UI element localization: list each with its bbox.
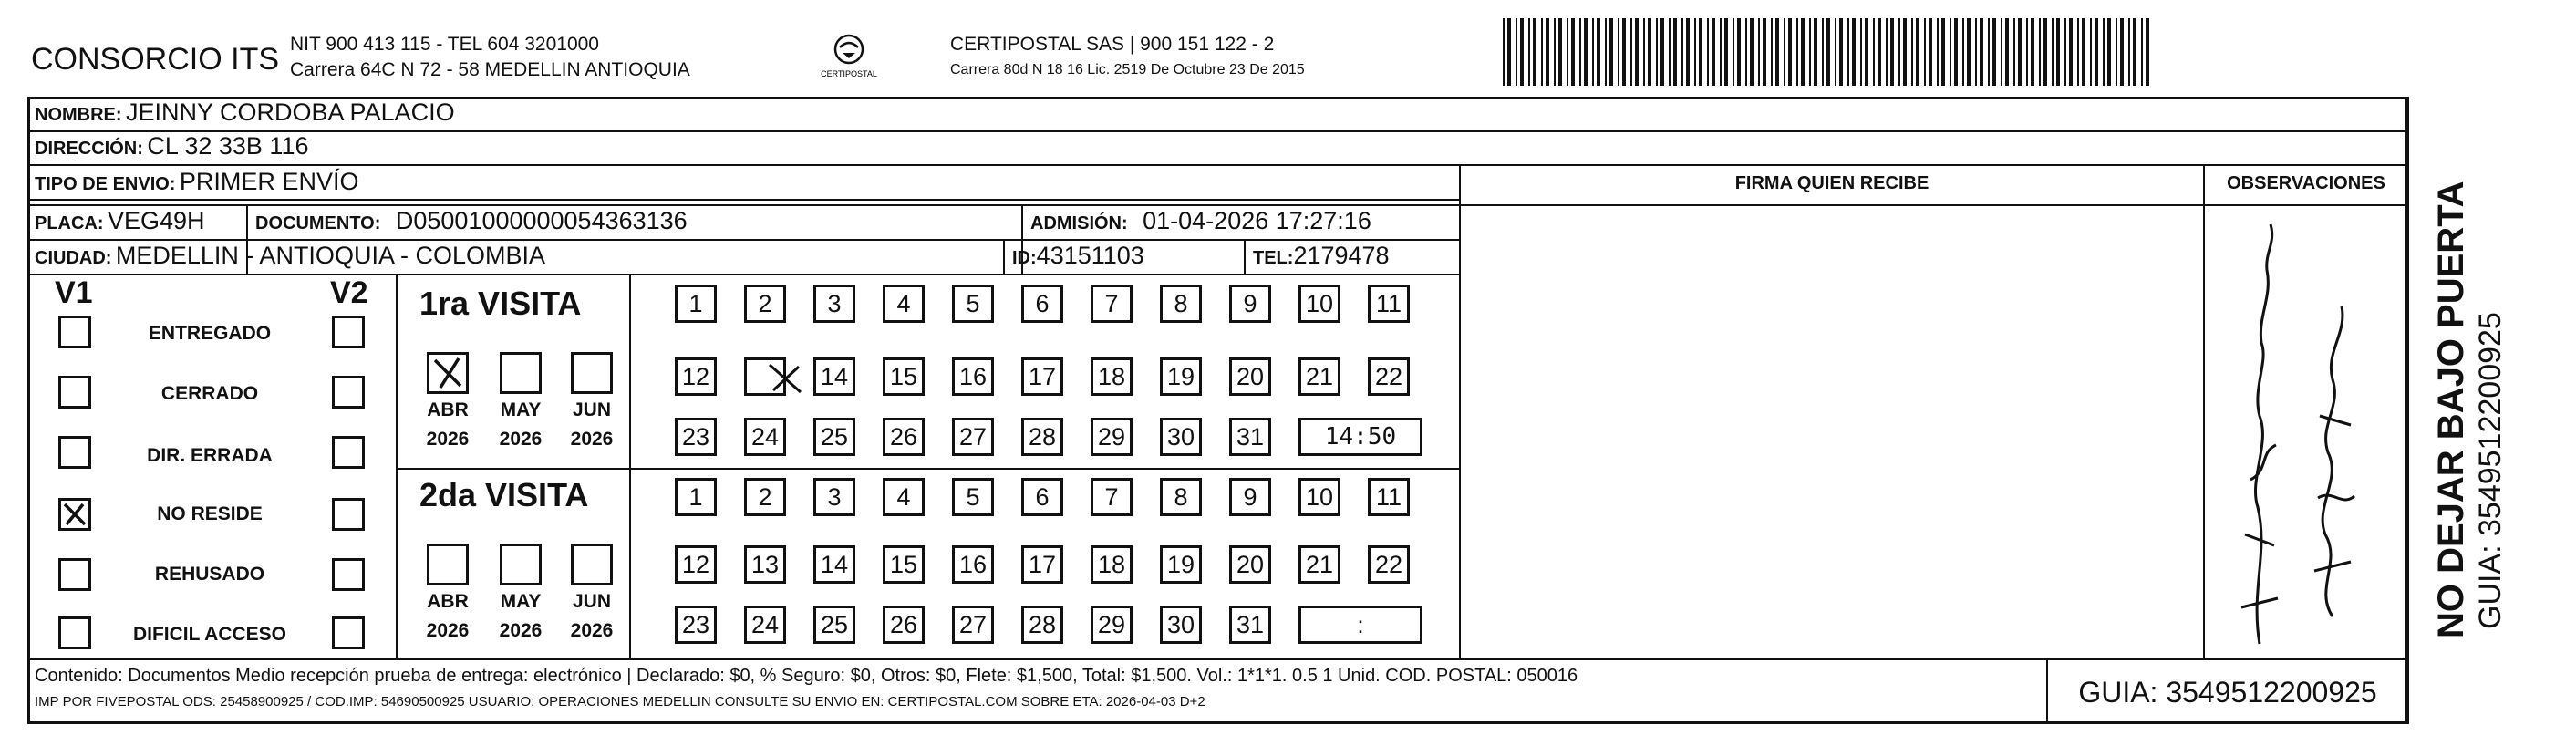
month-label: JUN <box>572 591 611 612</box>
day-box[interactable]: 1 <box>675 285 717 323</box>
day-box[interactable]: 30 <box>1160 606 1202 644</box>
day-box[interactable]: 10 <box>1298 285 1340 323</box>
month-checkbox[interactable] <box>500 352 542 394</box>
barcode-bar <box>1890 18 1894 86</box>
day-box[interactable]: 9 <box>1229 478 1271 516</box>
barcode-bar <box>1681 18 1683 86</box>
barcode-bar <box>2141 18 2143 86</box>
v1-checkbox[interactable] <box>58 436 91 469</box>
day-box[interactable]: 11 <box>1368 478 1410 516</box>
v1-checkbox[interactable] <box>58 616 91 649</box>
tipo-envio-value: PRIMER ENVÍO <box>179 168 359 195</box>
day-box[interactable]: 20 <box>1229 357 1271 396</box>
tipo-envio-label: TIPO DE ENVIO: <box>35 174 176 194</box>
status-option-label: NO RESIDE <box>157 503 263 524</box>
day-box[interactable]: 7 <box>1091 478 1133 516</box>
barcode-bar <box>1584 18 1588 86</box>
month-label: JUN <box>572 399 611 420</box>
day-box[interactable]: 25 <box>813 418 855 456</box>
barcode-bar <box>1911 18 1913 86</box>
row-divider <box>27 164 2407 166</box>
barcode-bar <box>1865 18 1868 86</box>
barcode-bar <box>2090 18 2092 86</box>
barcode-bar <box>1618 18 1619 86</box>
day-box[interactable]: 26 <box>883 418 925 456</box>
month-label: ABR <box>427 591 469 612</box>
carrier-address-line: Carrera 80d N 18 16 Lic. 2519 De Octubre 23 De 2015 <box>950 62 1305 78</box>
status-option-label: REHUSADO <box>154 564 265 585</box>
month-checkbox[interactable] <box>427 352 469 394</box>
direccion-label: DIRECCIÓN: <box>35 139 143 159</box>
day-box[interactable]: 25 <box>813 606 855 644</box>
day-box[interactable]: 21 <box>1298 545 1340 584</box>
ciudad-row <box>35 242 545 270</box>
barcode-bar <box>1775 18 1779 86</box>
year-label: 2026 <box>426 429 470 450</box>
day-box[interactable]: 17 <box>1021 545 1063 584</box>
barcode-bar <box>1839 18 1843 86</box>
footer-guia-box: GUIA: 3549512200925 <box>2078 675 2377 709</box>
barcode-bar <box>2056 18 2060 86</box>
day-box[interactable]: 27 <box>952 418 994 456</box>
day-box[interactable]: 8 <box>1160 285 1202 323</box>
year-label: 2026 <box>499 429 543 450</box>
company-address-line: Carrera 64C N 72 - 58 MEDELLIN ANTIOQUIA <box>290 59 690 80</box>
day-box[interactable]: 5 <box>952 478 994 516</box>
barcode-bar <box>1886 18 1888 86</box>
col-divider <box>396 274 398 658</box>
nombre-row <box>35 98 455 127</box>
side-guia: GUIA: 3549512200925 <box>2473 312 2508 629</box>
carrier-name-line: CERTIPOSTAL SAS | 900 151 122 - 2 <box>950 34 1275 55</box>
status-option-label: ENTREGADO <box>148 323 272 344</box>
company-name: CONSORCIO ITS <box>31 42 280 77</box>
day-box[interactable]: 21 <box>1298 357 1340 396</box>
barcode-bar <box>1826 18 1830 86</box>
month-label: MAY <box>500 591 542 612</box>
barcode-bar <box>1980 18 1983 86</box>
barcode-bar <box>1860 18 1862 86</box>
observaciones-header: OBSERVACIONES <box>2227 173 2385 193</box>
status-option-label: DIFICIL ACCESO <box>132 624 286 645</box>
barcode-bar <box>1814 18 1817 86</box>
barcode-bar <box>1801 18 1805 86</box>
month-checkbox[interactable] <box>427 544 469 585</box>
day-13-handwritten-mark <box>764 359 806 398</box>
direccion-row <box>35 132 308 161</box>
barcode-bar <box>1507 18 1511 86</box>
day-box[interactable]: 13 <box>744 545 786 584</box>
barcode-bar <box>1916 18 1919 86</box>
id-label: ID: <box>1012 248 1037 268</box>
day-box[interactable]: 8 <box>1160 478 1202 516</box>
barcode-bar <box>1528 18 1530 86</box>
placa-row <box>35 207 205 235</box>
barcode-bar <box>1605 18 1607 86</box>
day-box[interactable]: 29 <box>1091 418 1133 456</box>
barcode-bar <box>1745 18 1747 86</box>
v1-checkbox[interactable] <box>58 558 91 591</box>
day-box[interactable]: 28 <box>1021 606 1063 644</box>
month-checkbox[interactable] <box>500 544 542 585</box>
day-box[interactable]: 20 <box>1229 545 1271 584</box>
day-box[interactable]: 7 <box>1091 285 1133 323</box>
month-label: MAY <box>500 399 542 420</box>
barcode-bar <box>1954 18 1958 86</box>
day-box[interactable]: 10 <box>1298 478 1340 516</box>
admision-label: ADMISIÓN: <box>1030 213 1128 233</box>
first-visit-title: 1ra VISITA <box>419 285 582 322</box>
barcode-bar <box>1771 18 1773 86</box>
barcode-bar <box>1635 18 1639 86</box>
day-box[interactable]: 14 <box>813 357 855 396</box>
barcode-bar <box>2052 18 2054 86</box>
admision-row <box>1030 207 1371 235</box>
barcode-bar <box>2069 18 2073 86</box>
barcode-bar <box>1516 18 1517 86</box>
v1-checkbox[interactable] <box>58 316 91 348</box>
barcode-bar <box>1950 18 1951 86</box>
day-box[interactable]: 2 <box>744 285 786 323</box>
row-divider <box>27 274 1459 275</box>
v2-checkbox[interactable] <box>332 616 365 649</box>
month-checkbox[interactable] <box>571 352 613 394</box>
barcode-bar <box>2039 18 2041 86</box>
barcode-bar <box>1975 18 1977 86</box>
barcode-bar <box>1898 18 1900 86</box>
day-box[interactable]: 23 <box>675 606 717 644</box>
barcode-bar <box>2077 18 2079 86</box>
barcode-bar <box>1567 18 1568 86</box>
barcode-bar <box>1937 18 1939 86</box>
barcode-bar <box>1852 18 1856 86</box>
year-label: 2026 <box>499 620 543 641</box>
barcode-bar <box>1758 18 1760 86</box>
v1-checkbox[interactable] <box>58 498 91 531</box>
tel-row <box>1253 242 1390 270</box>
barcode-bar <box>1707 18 1709 86</box>
day-box[interactable]: 16 <box>952 545 994 584</box>
day-box[interactable]: 12 <box>675 357 717 396</box>
barcode-bar <box>1622 18 1626 86</box>
col-divider <box>1244 239 1246 274</box>
day-box[interactable]: 26 <box>883 606 925 644</box>
barcode-bar <box>1822 18 1824 86</box>
barcode-bar <box>1809 18 1811 86</box>
placa-label: PLACA: <box>35 213 104 233</box>
barcode-bar <box>1903 18 1907 86</box>
barcode-bar <box>1992 18 1996 86</box>
day-box[interactable]: 12 <box>675 545 717 584</box>
firma-header: FIRMA QUIEN RECIBE <box>1734 173 1929 193</box>
day-box[interactable]: 5 <box>952 285 994 323</box>
checkmark-x-icon <box>61 501 88 528</box>
barcode-bar <box>2116 18 2117 86</box>
day-box[interactable]: 16 <box>952 357 994 396</box>
documento-value: D05001000000054363136 <box>395 207 688 234</box>
documento-label: DOCUMENTO: <box>255 213 381 233</box>
barcode-bar <box>1686 18 1690 86</box>
day-box[interactable]: 22 <box>1368 357 1410 396</box>
v1-header: V1 <box>55 275 93 310</box>
day-box[interactable]: 1 <box>675 478 717 516</box>
second-visit-title: 2da VISITA <box>419 476 589 513</box>
day-box[interactable]: 6 <box>1021 285 1063 323</box>
col-divider <box>1459 164 1461 658</box>
day-box[interactable]: 19 <box>1160 545 1202 584</box>
barcode-bar <box>1712 18 1715 86</box>
day-box[interactable]: 4 <box>883 285 925 323</box>
col-divider <box>2407 97 2409 724</box>
barcode-bar <box>1962 18 1964 86</box>
day-box[interactable]: 3 <box>813 285 855 323</box>
ciudad-value: MEDELLIN - ANTIOQUIA - COLOMBIA <box>115 242 545 269</box>
barcode-bar <box>1558 18 1562 86</box>
certipostal-logo <box>821 31 877 82</box>
observations-handwriting <box>2205 206 2407 657</box>
day-box[interactable]: 30 <box>1160 418 1202 456</box>
barcode-bar <box>2082 18 2085 86</box>
barcode-bar <box>1847 18 1849 86</box>
barcode-bar <box>1660 18 1664 86</box>
status-option-label: CERRADO <box>160 383 259 404</box>
day-box[interactable]: 9 <box>1229 285 1271 323</box>
barcode-bar <box>1579 18 1581 86</box>
barcode-bar <box>1941 18 1945 86</box>
barcode-bar <box>1630 18 1632 86</box>
barcode-bar <box>1592 18 1594 86</box>
day-box[interactable]: 17 <box>1021 357 1063 396</box>
barcode-bar <box>1788 18 1792 86</box>
barcode-bar <box>2120 18 2124 86</box>
day-box[interactable]: 31 <box>1229 418 1271 456</box>
day-box[interactable]: 3 <box>813 478 855 516</box>
day-box[interactable]: 29 <box>1091 606 1133 644</box>
v2-checkbox[interactable] <box>332 558 365 591</box>
barcode-bar <box>1737 18 1741 86</box>
day-box[interactable]: 18 <box>1091 357 1133 396</box>
barcode-bar <box>1763 18 1766 86</box>
barcode-bar <box>1720 18 1722 86</box>
day-box[interactable]: 27 <box>952 606 994 644</box>
checkmark-x-icon <box>429 355 466 391</box>
year-label: 2026 <box>570 429 614 450</box>
month-checkbox[interactable] <box>571 544 613 585</box>
row-divider <box>27 199 1459 201</box>
tel-label: TEL: <box>1253 248 1294 268</box>
barcode-bar <box>1929 18 1932 86</box>
day-box[interactable]: 15 <box>883 545 925 584</box>
row-divider <box>27 130 2407 132</box>
month-label: ABR <box>427 399 469 420</box>
side-notice: NO DEJAR BAJO PUERTA <box>2431 181 2471 638</box>
tel-value: 2179478 <box>1293 242 1390 269</box>
id-value: 43151103 <box>1036 242 1144 269</box>
admision-value: 01-04-2026 17:27:16 <box>1143 207 1371 234</box>
barcode-bar <box>1878 18 1881 86</box>
barcode-bar <box>1571 18 1575 86</box>
barcode-bar <box>2146 18 2149 86</box>
barcode-bar <box>1609 18 1613 86</box>
barcode-bar <box>2107 18 2111 86</box>
footer-contents: Contenido: Documentos Medio recepción prueba de entrega: electrónico | Declarado: $0, % Seguro: $0, Otros: $0, Flete: $1,500, Total: $1,500. Vol.: 1*1*1. 0.5 1 Unid. COD. POSTAL: 050016 <box>35 666 1578 686</box>
day-box[interactable]: 28 <box>1021 418 1063 456</box>
tipo-envio-row <box>35 168 358 196</box>
barcode-bar <box>1733 18 1734 86</box>
barcode-bar <box>1643 18 1645 86</box>
barcode-bar <box>1873 18 1875 86</box>
barcode-bar <box>2018 18 2022 86</box>
barcode-bar <box>2133 18 2136 86</box>
id-row <box>1012 242 1144 270</box>
barcode-bar <box>2064 18 2066 86</box>
barcode-bar <box>1673 18 1677 86</box>
day-box[interactable]: 24 <box>744 606 786 644</box>
visit-time-box[interactable]: 14:50 <box>1298 418 1422 456</box>
v2-header: V2 <box>330 275 368 310</box>
placa-value: VEG49H <box>108 207 205 234</box>
day-box[interactable]: 22 <box>1368 545 1410 584</box>
barcode-bar <box>1784 18 1785 86</box>
col-divider <box>629 274 631 658</box>
barcode-bar <box>1924 18 1926 86</box>
day-box[interactable]: 2 <box>744 478 786 516</box>
direccion-value: CL 32 33B 116 <box>147 132 309 160</box>
barcode-bar <box>2005 18 2009 86</box>
nombre-value: JEINNY CORDOBA PALACIO <box>126 98 455 126</box>
v2-checkbox[interactable] <box>332 316 365 348</box>
day-box[interactable]: 18 <box>1091 545 1133 584</box>
v2-checkbox[interactable] <box>332 436 365 469</box>
day-box[interactable]: 6 <box>1021 478 1063 516</box>
footer-print-info: IMP POR FIVEPOSTAL ODS: 25458900925 / COD.IMP: 54690500925 USUARIO: OPERACIONES MEDELLIN CONSULTE SU ENVIO EN: CERTIPOSTAL.COM SOBRE ETA: 2026-04-03 D+2 <box>35 694 1205 710</box>
barcode-bar <box>1648 18 1651 86</box>
day-box[interactable]: 15 <box>883 357 925 396</box>
barcode-bar <box>1541 18 1543 86</box>
barcode-bar <box>2103 18 2105 86</box>
col-divider <box>246 204 248 239</box>
barcode-bar <box>1724 18 1728 86</box>
v2-checkbox[interactable] <box>332 498 365 531</box>
visit-time-box[interactable]: : <box>1298 606 1422 644</box>
year-label: 2026 <box>426 620 470 641</box>
barcode-bar <box>2001 18 2002 86</box>
barcode-bar <box>1503 18 1505 86</box>
day-box[interactable]: 31 <box>1229 606 1271 644</box>
v1-checkbox[interactable] <box>58 376 91 409</box>
barcode-bar <box>2013 18 2015 86</box>
barcode-bar <box>1988 18 1990 86</box>
row-divider <box>27 204 2407 206</box>
barcode-bar <box>2031 18 2034 86</box>
year-label: 2026 <box>570 620 614 641</box>
barcode-bar <box>1546 18 1549 86</box>
v2-checkbox[interactable] <box>332 376 365 409</box>
day-box[interactable]: 14 <box>813 545 855 584</box>
barcode-bar <box>1835 18 1836 86</box>
barcode-bar <box>1669 18 1671 86</box>
barcode-bar <box>1533 18 1536 86</box>
day-box[interactable]: 19 <box>1160 357 1202 396</box>
col-divider <box>1003 239 1005 274</box>
svg-text:CERTIPOSTAL: CERTIPOSTAL <box>821 69 877 78</box>
barcode-bar <box>1520 18 1524 86</box>
barcode-bar <box>1699 18 1702 86</box>
barcode-bar <box>1554 18 1556 86</box>
barcode-bar <box>2128 18 2130 86</box>
day-box[interactable]: 24 <box>744 418 786 456</box>
nombre-label: NOMBRE: <box>35 105 122 125</box>
barcode-bar <box>1796 18 1798 86</box>
barcode-bar <box>1597 18 1600 86</box>
barcode-bar <box>1750 18 1754 86</box>
barcode-bar <box>2026 18 2028 86</box>
ciudad-label: CIUDAD: <box>35 248 112 268</box>
company-nit-line: NIT 900 413 115 - TEL 604 3201000 <box>290 34 599 55</box>
barcode-bar <box>2043 18 2047 86</box>
status-option-label: DIR. ERRADA <box>147 445 273 466</box>
documento-row <box>255 207 688 235</box>
barcode-bar <box>1656 18 1658 86</box>
day-box[interactable]: 4 <box>883 478 925 516</box>
visit-divider <box>396 468 1459 470</box>
day-box[interactable]: 11 <box>1368 285 1410 323</box>
barcode-bar <box>1967 18 1971 86</box>
barcode-bar <box>1694 18 1696 86</box>
day-box[interactable]: 23 <box>675 418 717 456</box>
barcode <box>1503 18 2156 86</box>
barcode-bar <box>2095 18 2098 86</box>
